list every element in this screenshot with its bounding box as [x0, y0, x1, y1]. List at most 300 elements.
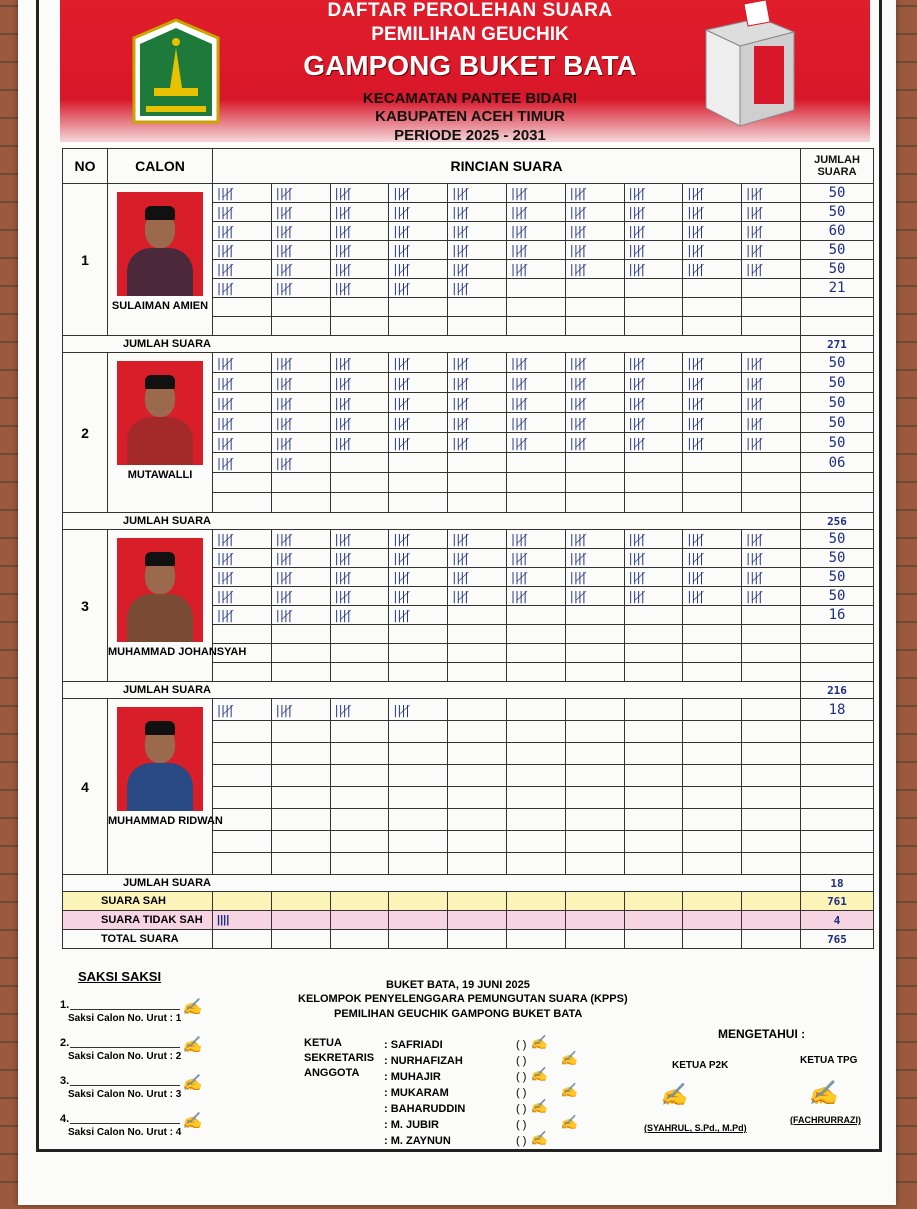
tally-cell [213, 625, 272, 644]
tally-cell [271, 317, 330, 336]
candidate-photo [117, 361, 203, 465]
tally-cell [624, 809, 683, 831]
tally-cell: ||||̸ [448, 393, 507, 413]
tally-cell: ||||̸ [742, 393, 801, 413]
tally-cell [448, 453, 507, 473]
table-row [63, 353, 874, 373]
tally-cell [271, 721, 330, 743]
tally-cell: ||||̸ [506, 568, 565, 587]
tally-cell: ||||̸ [742, 203, 801, 222]
row-total [801, 317, 874, 336]
row-total [801, 831, 874, 853]
tally-cell: ||||̸ [506, 260, 565, 279]
tally-cell: ||||̸ [330, 353, 389, 373]
member-signature: ✍ [560, 1083, 578, 1099]
row-total: 50 [801, 530, 874, 549]
tally-cell [565, 663, 624, 682]
tally-cell: ||||̸ [330, 260, 389, 279]
tally-cell [683, 453, 742, 473]
tally-cell [448, 606, 507, 625]
tally-cell: ||||̸ [330, 279, 389, 298]
tally-cell [624, 853, 683, 875]
tally-cell [330, 721, 389, 743]
tally-cell: ||||̸ [389, 606, 448, 625]
tally-cell [506, 473, 565, 493]
tally-cell: ||||̸ [389, 373, 448, 393]
tally-cell [624, 699, 683, 721]
saksi-label: Saksi Calon No. Urut : 4 [68, 1127, 182, 1138]
signature-bracket: ( ) [516, 1135, 527, 1147]
tpg-name: (FACHRURRAZI) [790, 1115, 861, 1125]
jumlah-value: 256 [801, 513, 874, 530]
tally-cell: ||||̸ [213, 453, 272, 473]
table-row [63, 699, 874, 721]
tally-cell [448, 853, 507, 875]
tally-cell: ||||̸ [683, 433, 742, 453]
tally-cell [624, 317, 683, 336]
tally-cell [565, 606, 624, 625]
tally-cell: ||||̸ [624, 549, 683, 568]
tally-cell: ||||̸ [389, 549, 448, 568]
row-total: 50 [801, 260, 874, 279]
summary-cell [271, 930, 330, 949]
row-total: 50 [801, 587, 874, 606]
summary-cell [330, 911, 389, 930]
tally-cell: ||||̸ [271, 353, 330, 373]
tally-cell [683, 831, 742, 853]
aceh-emblem-logo [124, 18, 228, 128]
tally-cell: ||||̸ [683, 373, 742, 393]
tally-cell [271, 644, 330, 663]
tally-cell: ||||̸ [448, 222, 507, 241]
tally-cell [448, 765, 507, 787]
col-jumlah: JUMLAH SUARA [801, 149, 874, 184]
tally-cell [271, 787, 330, 809]
shirt-shape [127, 417, 193, 465]
tally-cell [213, 298, 272, 317]
summary-value: 765 [801, 930, 874, 949]
tally-cell [624, 625, 683, 644]
tally-cell: ||||̸ [213, 353, 272, 373]
tally-cell [389, 809, 448, 831]
tally-cell [683, 765, 742, 787]
tally-cell: ||||̸ [448, 373, 507, 393]
tally-cell [565, 765, 624, 787]
row-total: 50 [801, 353, 874, 373]
tally-cell [565, 853, 624, 875]
tally-cell: ||||̸ [506, 530, 565, 549]
tally-cell: ||||̸ [213, 587, 272, 606]
tally-cell [506, 453, 565, 473]
kpps-member: : MUHAJIR [384, 1071, 441, 1083]
saksi-label: Saksi Calon No. Urut : 2 [68, 1051, 182, 1062]
tally-cell [624, 721, 683, 743]
kpps-member: : BAHARUDDIN [384, 1103, 466, 1115]
table-row [63, 530, 874, 549]
title-line-4: KECAMATAN PANTEE BIDARI [362, 90, 578, 107]
tally-cell: ||||̸ [271, 413, 330, 433]
tally-cell: ||||̸ [506, 549, 565, 568]
tally-cell [271, 809, 330, 831]
jumlah-value: 216 [801, 682, 874, 699]
saksi-signature: ✍ [182, 1035, 202, 1054]
jumlah-row [63, 875, 874, 892]
vote-table [62, 148, 874, 949]
kpps-member: : M. ZAYNUN [384, 1135, 451, 1147]
candidate-number: 2 [63, 353, 108, 513]
tally-cell: ||||̸ [448, 184, 507, 203]
kpps-member: : M. JUBIR [384, 1119, 439, 1131]
saksi-number: 3. [60, 1075, 70, 1087]
tally-cell [506, 853, 565, 875]
row-total: 16 [801, 606, 874, 625]
candidate-name: MUTAWALLI [127, 469, 193, 481]
jumlah-row [63, 513, 874, 530]
tally-cell: ||||̸ [330, 203, 389, 222]
tally-cell: ||||̸ [448, 203, 507, 222]
tally-cell: ||||̸ [389, 241, 448, 260]
tally-cell [742, 853, 801, 875]
tally-cell [624, 644, 683, 663]
tally-cell: ||||̸ [389, 184, 448, 203]
tally-cell [506, 317, 565, 336]
tally-cell: ||||̸ [213, 279, 272, 298]
member-signature: ✍ [560, 1115, 578, 1131]
summary-value: 4 [801, 911, 874, 930]
peci-cap-shape [145, 206, 175, 220]
tally-cell [683, 853, 742, 875]
summary-cell [271, 911, 330, 930]
candidate-photo [117, 192, 203, 296]
tally-cell: ||||̸ [271, 279, 330, 298]
tally-cell [742, 473, 801, 493]
tally-cell [624, 765, 683, 787]
jumlah-value: 18 [801, 875, 874, 892]
tally-cell: ||||̸ [565, 413, 624, 433]
tally-cell [213, 473, 272, 493]
tally-cell: ||||̸ [506, 222, 565, 241]
tally-cell: ||||̸ [624, 184, 683, 203]
tally-cell [330, 493, 389, 513]
tally-cell: ||||̸ [683, 568, 742, 587]
tally-cell [213, 765, 272, 787]
tally-cell: ||||̸ [330, 606, 389, 625]
tally-cell: ||||̸ [271, 606, 330, 625]
saksi-number: 2. [60, 1037, 70, 1049]
tally-cell: ||||̸ [213, 530, 272, 549]
tally-cell [742, 765, 801, 787]
tally-cell [742, 606, 801, 625]
tally-cell [330, 473, 389, 493]
tally-cell [506, 699, 565, 721]
tally-cell: ||||̸ [389, 203, 448, 222]
tally-cell [506, 831, 565, 853]
tally-cell [271, 743, 330, 765]
tally-cell [742, 787, 801, 809]
tally-cell: ||||̸ [624, 587, 683, 606]
tally-cell [448, 699, 507, 721]
member-signature: ✍ [560, 1051, 578, 1067]
tally-cell: ||||̸ [271, 699, 330, 721]
tally-cell: ||||̸ [330, 530, 389, 549]
tally-cell [330, 743, 389, 765]
tally-cell: ||||̸ [213, 373, 272, 393]
tally-cell: ||||̸ [271, 530, 330, 549]
summary-cell [389, 930, 448, 949]
tally-cell [213, 663, 272, 682]
tally-cell [330, 831, 389, 853]
tally-cell [683, 625, 742, 644]
summary-row [63, 911, 874, 930]
tally-cell: ||||̸ [683, 530, 742, 549]
tally-cell [565, 721, 624, 743]
tally-cell: ||||̸ [683, 222, 742, 241]
title-line-5: KABUPATEN ACEH TIMUR [375, 108, 565, 125]
tally-cell: ||||̸ [271, 568, 330, 587]
tally-cell: ||||̸ [448, 549, 507, 568]
tally-cell: ||||̸ [389, 393, 448, 413]
saksi-label: Saksi Calon No. Urut : 1 [68, 1013, 182, 1024]
jumlah-label: JUMLAH SUARA [63, 513, 801, 530]
tally-cell: ||||̸ [624, 413, 683, 433]
kpps-role: ANGGOTA [304, 1067, 360, 1079]
mengetahui-label: MENGETAHUI : [718, 1027, 806, 1041]
tally-cell [624, 787, 683, 809]
tally-cell: ||||̸ [624, 373, 683, 393]
tally-cell: ||||̸ [624, 353, 683, 373]
tally-cell [742, 453, 801, 473]
tally-cell: ||||̸ [565, 222, 624, 241]
tally-cell [565, 809, 624, 831]
tally-cell [271, 663, 330, 682]
tally-cell [448, 473, 507, 493]
tally-cell: ||||̸ [213, 699, 272, 721]
saksi-number: 1. [60, 999, 70, 1011]
tally-cell: ||||̸ [271, 587, 330, 606]
tally-cell [389, 625, 448, 644]
tally-cell: ||||̸ [683, 241, 742, 260]
tally-cell: ||||̸ [742, 568, 801, 587]
tally-cell: ||||̸ [330, 222, 389, 241]
tally-cell [389, 743, 448, 765]
tally-cell: ||||̸ [506, 184, 565, 203]
tally-cell [448, 831, 507, 853]
tally-cell: ||||̸ [213, 393, 272, 413]
title-line-3: GAMPONG BUKET BATA [303, 50, 637, 81]
tally-cell [506, 493, 565, 513]
tally-cell: ||||̸ [271, 453, 330, 473]
tally-cell: ||||̸ [683, 184, 742, 203]
tally-cell [506, 809, 565, 831]
tally-cell [271, 853, 330, 875]
tally-cell [683, 606, 742, 625]
tally-cell [389, 493, 448, 513]
tally-cell [624, 606, 683, 625]
tally-cell: ||||̸ [271, 373, 330, 393]
summary-cell [565, 892, 624, 911]
shirt-shape [127, 594, 193, 642]
tally-cell [271, 298, 330, 317]
tally-cell [389, 298, 448, 317]
summary-cell [624, 892, 683, 911]
tally-cell: ||||̸ [742, 222, 801, 241]
tally-cell: ||||̸ [506, 393, 565, 413]
summary-label: SUARA TIDAK SAH [63, 911, 213, 930]
tally-cell [506, 298, 565, 317]
tally-cell [271, 493, 330, 513]
row-total: 50 [801, 184, 874, 203]
tally-cell [683, 279, 742, 298]
title-line-1: DAFTAR PEROLEHAN SUARA [327, 0, 613, 21]
saksi-number: 4. [60, 1113, 70, 1125]
kpps-title: KELOMPOK PENYELENGGARA PEMUNGUTAN SUARA (KPPS) [298, 993, 628, 1005]
tally-cell: ||||̸ [213, 568, 272, 587]
title-line-2: PEMILIHAN GEUCHIK [371, 24, 569, 45]
signature-bracket: ( ) [516, 1039, 527, 1051]
summary-cell [271, 892, 330, 911]
kpps-member: : SAFRIADI [384, 1039, 443, 1051]
summary-cell [448, 892, 507, 911]
tally-cell [330, 625, 389, 644]
candidate-name: MUHAMMAD JOHANSYAH [108, 646, 247, 658]
tally-cell: ||||̸ [506, 373, 565, 393]
tally-cell [213, 721, 272, 743]
member-signature: ✍ [530, 1067, 548, 1083]
tally-cell: ||||̸ [330, 413, 389, 433]
row-total: 50 [801, 203, 874, 222]
tally-cell: ||||̸ [742, 184, 801, 203]
tally-cell [448, 644, 507, 663]
tally-cell [389, 317, 448, 336]
tally-cell [213, 317, 272, 336]
tally-cell: ||||̸ [448, 353, 507, 373]
signature-bracket: ( ) [516, 1055, 527, 1067]
member-signature: ✍ [530, 1099, 548, 1115]
candidate-name: MUHAMMAD RIDWAN [108, 815, 223, 827]
tally-cell: ||||̸ [389, 433, 448, 453]
tally-cell: ||||̸ [624, 433, 683, 453]
summary-cell [213, 930, 272, 949]
row-total [801, 721, 874, 743]
tally-cell [330, 317, 389, 336]
tally-cell: ||||̸ [565, 568, 624, 587]
title-line-6: PERIODE 2025 - 2031 [394, 127, 546, 144]
tally-cell: ||||̸ [330, 549, 389, 568]
tally-cell: ||||̸ [742, 373, 801, 393]
tally-cell: ||||̸ [683, 260, 742, 279]
ketua-tpg-label: KETUA TPG [800, 1055, 858, 1066]
tally-cell [565, 787, 624, 809]
tally-cell [683, 298, 742, 317]
summary-cell [742, 892, 801, 911]
tally-cell: ||||̸ [389, 353, 448, 373]
summary-row [63, 892, 874, 911]
candidate-cell [108, 530, 247, 682]
tally-cell: ||||̸ [742, 587, 801, 606]
tally-cell [271, 765, 330, 787]
tally-cell [683, 473, 742, 493]
saksi-signature: ✍ [182, 1111, 202, 1130]
tally-cell [565, 644, 624, 663]
tally-cell [506, 644, 565, 663]
tally-cell [506, 606, 565, 625]
member-signature: ✍ [530, 1035, 548, 1051]
row-total [801, 743, 874, 765]
tally-cell [565, 298, 624, 317]
tally-cell [565, 453, 624, 473]
tally-cell [389, 473, 448, 493]
tally-cell [330, 809, 389, 831]
p2k-name: (SYAHRUL, S.Pd., M.Pd) [644, 1123, 747, 1133]
tally-cell: ||||̸ [565, 203, 624, 222]
tally-cell [565, 625, 624, 644]
signature-line [70, 1009, 180, 1010]
tally-cell [742, 809, 801, 831]
tally-cell [506, 765, 565, 787]
tally-cell [389, 453, 448, 473]
tally-cell [330, 853, 389, 875]
tally-cell: ||||̸ [448, 568, 507, 587]
tally-cell [448, 787, 507, 809]
place-date: BUKET BATA, 19 JUNI 2025 [386, 979, 530, 991]
tally-cell [448, 743, 507, 765]
tally-cell: ||||̸ [683, 549, 742, 568]
tally-cell: ||||̸ [213, 549, 272, 568]
tally-cell: ||||̸ [389, 222, 448, 241]
tally-cell [506, 743, 565, 765]
tally-cell [506, 663, 565, 682]
tally-cell [213, 743, 272, 765]
tally-cell: ||||̸ [448, 413, 507, 433]
tally-cell: ||||̸ [742, 549, 801, 568]
row-total [801, 663, 874, 682]
tally-cell [742, 743, 801, 765]
summary-row [63, 930, 874, 949]
tally-cell: ||||̸ [448, 241, 507, 260]
row-total [801, 625, 874, 644]
tally-cell [506, 625, 565, 644]
signature-bracket: ( ) [516, 1087, 527, 1099]
saksi-title: SAKSI SAKSI [78, 969, 162, 984]
summary-cell [683, 930, 742, 949]
tally-cell [742, 279, 801, 298]
tally-cell [448, 625, 507, 644]
tally-cell: ||||̸ [213, 184, 272, 203]
tally-cell [624, 663, 683, 682]
tally-cell [742, 721, 801, 743]
signature-bracket: ( ) [516, 1119, 527, 1131]
row-total: 50 [801, 373, 874, 393]
tally-cell: ||||̸ [742, 433, 801, 453]
tally-cell: ||||̸ [624, 203, 683, 222]
jumlah-row [63, 682, 874, 699]
tally-cell [506, 787, 565, 809]
summary-cell [565, 930, 624, 949]
tally-cell [448, 809, 507, 831]
tally-cell [624, 279, 683, 298]
kpps-role: SEKRETARIS [304, 1052, 375, 1064]
tally-cell [271, 473, 330, 493]
row-total: 60 [801, 222, 874, 241]
tally-cell: ||||̸ [683, 353, 742, 373]
tally-cell: ||||̸ [330, 393, 389, 413]
jumlah-row [63, 336, 874, 353]
tally-cell: ||||̸ [742, 241, 801, 260]
row-total [801, 493, 874, 513]
tally-cell [742, 317, 801, 336]
pemilihan-title: PEMILIHAN GEUCHIK GAMPONG BUKET BATA [334, 1008, 583, 1020]
tally-cell [624, 831, 683, 853]
